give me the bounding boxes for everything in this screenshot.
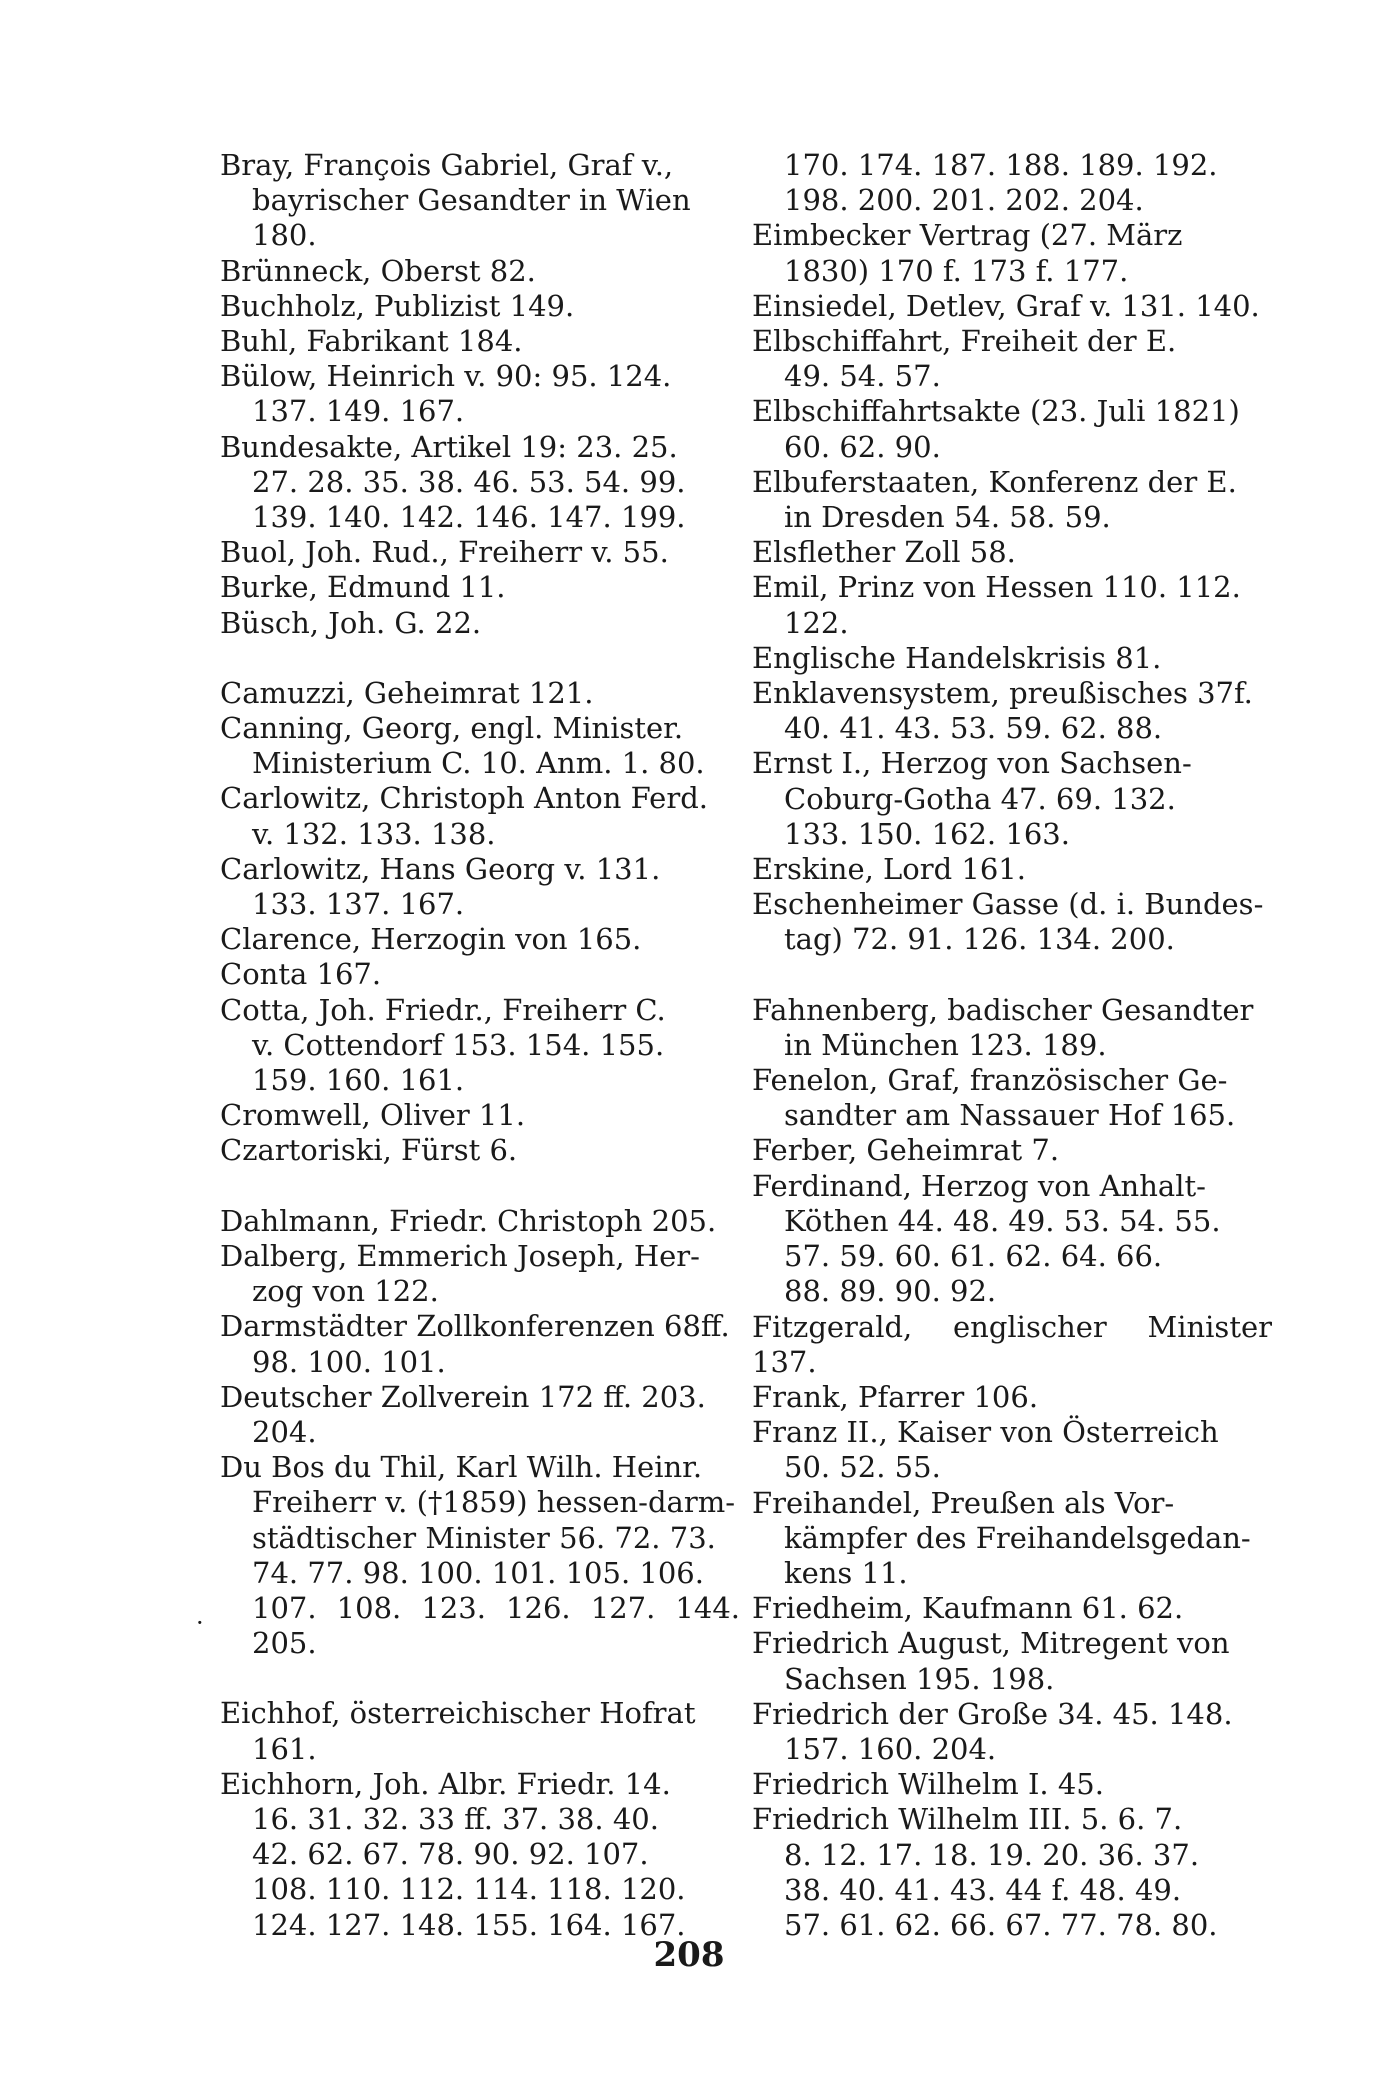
entry-heading-line: Freihandel, Preußen als Vor- <box>752 1485 1175 1520</box>
index-entry <box>220 359 740 429</box>
entry-heading-line: Enklavensystem, preußisches 37f. <box>752 676 1253 711</box>
entry-continuation-line: 170. 174. 187. 188. 189. 192. <box>784 148 1218 182</box>
index-entry <box>220 1309 740 1379</box>
entry-heading-line: Canning, Georg, engl. Minister. <box>220 711 684 746</box>
entry-heading-line: Du Bos du Thil, Karl Wilh. Heinr. <box>220 1450 703 1485</box>
index-entry <box>752 570 1272 640</box>
index-entry <box>220 781 740 851</box>
entry-continuation-line: städtischer Minister 56. 72. 73. <box>252 1520 716 1555</box>
entry-heading-line: Friedrich August, Mitregent von <box>752 1626 1230 1661</box>
entry-heading-line: Erskine, Lord 161. <box>752 852 1026 887</box>
index-entry <box>220 1133 740 1168</box>
entry-heading-line: Carlowitz, Hans Georg v. 131. <box>220 851 661 886</box>
index-column-left <box>220 148 740 1943</box>
index-entry <box>752 746 1272 852</box>
entry-heading-line: Camuzzi, Geheimrat 121. <box>220 675 594 710</box>
index-column-right <box>752 148 1272 1943</box>
entry-continuation-line: 57. 59. 60. 61. 62. 64. 66. <box>784 1239 1163 1274</box>
entry-continuation-line: in München 123. 189. <box>784 1027 1107 1062</box>
entry-heading-line: Dahlmann, Friedr. Christoph 205. <box>220 1203 717 1238</box>
index-entry <box>220 711 740 781</box>
index-entry <box>220 254 740 289</box>
entry-continuation-line: Coburg-Gotha 47. 69. 132. <box>784 781 1176 816</box>
entry-heading-line: Eschenheimer Gasse (d. i. Bundes- <box>752 887 1264 922</box>
entry-continuation-line: Sachsen 195. 198. <box>784 1661 1055 1696</box>
entry-continuation-line: 159. 160. 161. <box>252 1063 465 1098</box>
entry-heading-line: Clarence, Herzogin von 165. <box>220 922 642 957</box>
entry-heading-line: Brünneck, Oberst 82. <box>220 253 536 288</box>
entry-heading-line: Elbschiffahrt, Freiheit der E. <box>752 324 1177 359</box>
entry-continuation-line: 16. 31. 32. 33 ff. 37. 38. 40. <box>252 1801 659 1836</box>
entry-heading-line: Ferber, Geheimrat 7. <box>752 1133 1060 1168</box>
entry-continuation-line: zog von 122. <box>252 1274 439 1309</box>
entry-continuation-line: 74. 77. 98. 100. 101. 105. 106. <box>252 1555 704 1590</box>
index-entry <box>220 1767 740 1943</box>
index-entry <box>752 324 1272 394</box>
index-entry <box>220 289 740 324</box>
index-entry <box>220 1696 740 1766</box>
entry-continuation-line: 161. <box>252 1731 317 1766</box>
entry-heading-line: Fahnenberg, badischer Gesandter <box>752 992 1254 1027</box>
entry-heading-line: Elsflether Zoll 58. <box>752 535 1016 570</box>
entry-heading-line: Friedrich der Große 34. 45. 148. <box>752 1696 1233 1731</box>
entry-continuation-line: bayrischer Gesandter in Wien <box>252 183 691 218</box>
entry-continuation-line: v. Cottendorf 153. 154. 155. <box>252 1027 665 1062</box>
entry-heading-line: Cotta, Joh. Friedr., Freiherr C. <box>220 992 666 1027</box>
entry-continuation-line: 57. 61. 62. 66. 67. 77. 78. 80. <box>784 1907 1218 1942</box>
entry-continuation-line: 204. <box>252 1414 317 1449</box>
index-entry <box>752 676 1272 746</box>
entry-continuation-line: 98. 100. 101. <box>252 1344 446 1379</box>
entry-continuation-line: 60. 62. 90. <box>784 429 941 464</box>
entry-heading-line: Fitzgerald, englischer Minister 137. <box>752 1309 1272 1379</box>
index-entry <box>752 1486 1272 1592</box>
entry-continuation-line: Köthen 44. 48. 49. 53. 54. 55. <box>784 1203 1221 1238</box>
index-entry <box>752 1415 1272 1485</box>
entry-continuation-line: 122. <box>784 605 849 640</box>
entry-heading-line: Bray, François Gabriel, Graf v., <box>220 148 674 182</box>
entry-heading-line: Czartoriski, Fürst 6. <box>220 1133 518 1168</box>
margin-dot: · <box>196 1609 204 1637</box>
index-entry <box>220 324 740 359</box>
entry-continuation-line: 139. 140. 142. 146. 147. 199. <box>252 500 686 535</box>
index-entry <box>752 148 1272 218</box>
entry-heading-line: Englische Handelskrisis 81. <box>752 640 1162 675</box>
index-entry <box>752 1626 1272 1696</box>
entry-heading-line: Ernst I., Herzog von Sachsen- <box>752 746 1192 781</box>
entry-continuation-line: 88. 89. 90. 92. <box>784 1274 997 1309</box>
entry-heading-line: Ferdinand, Herzog von Anhalt- <box>752 1168 1206 1203</box>
entry-continuation-line: 40. 41. 43. 53. 59. 62. 88. <box>784 711 1163 746</box>
index-entry <box>752 1169 1272 1310</box>
entry-continuation-line: 124. 127. 148. 155. 164. 167. <box>252 1907 686 1942</box>
entry-heading-line: Elbuferstaaten, Konferenz der E. <box>752 464 1237 499</box>
index-entry <box>752 218 1272 288</box>
index-entry <box>752 394 1272 464</box>
index-entry <box>220 570 740 605</box>
entry-continuation-line: v. 132. 133. 138. <box>252 816 496 851</box>
entry-heading-line: Eimbecker Vertrag (27. März <box>752 218 1183 253</box>
entry-continuation-line: 180. <box>252 218 317 253</box>
entry-heading-line: Carlowitz, Christoph Anton Ferd. <box>220 781 708 816</box>
entry-heading-line: Bülow, Heinrich v. 90: 95. 124. <box>220 359 672 394</box>
index-entry <box>220 430 740 536</box>
entry-heading-line: Frank, Pfarrer 106. <box>752 1379 1039 1414</box>
entry-continuation-line: 27. 28. 35. 38. 46. 53. 54. 99. <box>252 464 686 499</box>
index-entry <box>220 1380 740 1450</box>
entry-heading-line: Buol, Joh. Rud., Freiherr v. 55. <box>220 535 669 570</box>
index-entry <box>752 289 1272 324</box>
index-entry <box>752 1310 1272 1380</box>
index-entry <box>220 1239 740 1309</box>
entry-heading-line: Buhl, Fabrikant 184. <box>220 324 523 359</box>
entry-continuation-line: 42. 62. 67. 78. 90. 92. 107. <box>252 1837 649 1872</box>
entry-heading-line: Burke, Edmund 11. <box>220 570 506 605</box>
index-entry <box>752 1591 1272 1626</box>
entry-continuation-line: Ministerium C. 10. Anm. 1. 80. <box>252 746 705 781</box>
entry-continuation-line: 1830) 170 f. 173 f. 177. <box>784 253 1129 288</box>
entry-heading-line: Deutscher Zollverein 172 ff. 203. <box>220 1379 706 1414</box>
entry-heading-line: Fenelon, Graf, französischer Ge- <box>752 1063 1228 1098</box>
entry-continuation-line: Freiherr v. (†1859) hessen-darm- <box>252 1485 735 1520</box>
entry-continuation-line: 108. 110. 112. 114. 118. 120. <box>252 1872 686 1907</box>
index-entry <box>220 606 740 641</box>
entry-continuation-line: 198. 200. 201. 202. 204. <box>784 183 1144 218</box>
entry-continuation-line: sandter am Nassauer Hof 165. <box>784 1098 1236 1133</box>
entry-continuation-line: 107. 108. 123. 126. 127. 144. 205. <box>252 1590 740 1661</box>
index-entry <box>752 465 1272 535</box>
entry-continuation-line: tag) 72. 91. 126. 134. 200. <box>784 922 1175 957</box>
entry-heading-line: Emil, Prinz von Hessen 110. 112. <box>752 570 1241 605</box>
index-entry <box>220 957 740 992</box>
index-entry <box>752 887 1272 957</box>
index-entry <box>752 993 1272 1063</box>
entry-heading-line: Friedrich Wilhelm I. 45. <box>752 1767 1104 1802</box>
entry-continuation-line: 133. 137. 167. <box>252 887 465 922</box>
index-entry <box>752 852 1272 887</box>
entry-heading-line: Conta 167. <box>220 957 382 992</box>
entry-heading-line: Eichhorn, Joh. Albr. Friedr. 14. <box>220 1766 671 1801</box>
entry-heading-line: Bundesakte, Artikel 19: 23. 25. <box>220 429 678 464</box>
entry-heading-line: Franz II., Kaiser von Österreich <box>752 1415 1219 1450</box>
entry-continuation-line: kämpfer des Freihandelsgedan- <box>784 1520 1251 1555</box>
entry-continuation-line: 50. 52. 55. <box>784 1450 941 1485</box>
entry-heading-line: Dalberg, Emmerich Joseph, Her- <box>220 1238 700 1273</box>
entry-continuation-line: 133. 150. 162. 163. <box>784 816 1070 851</box>
index-entry <box>752 1063 1272 1133</box>
index-entry <box>220 535 740 570</box>
index-entry <box>220 922 740 957</box>
index-entry <box>220 993 740 1099</box>
entry-continuation-line: kens 11. <box>784 1555 908 1590</box>
entry-heading-line: Darmstädter Zollkonferenzen 68ff. <box>220 1309 730 1344</box>
index-entry <box>752 1697 1272 1767</box>
index-entry <box>220 1204 740 1239</box>
entry-heading-line: Cromwell, Oliver 11. <box>220 1098 526 1133</box>
page-number: 208 <box>653 1935 725 1975</box>
entry-continuation-line: in Dresden 54. 58. 59. <box>784 500 1111 535</box>
entry-heading-line: Buchholz, Publizist 149. <box>220 288 575 323</box>
entry-heading-line: Friedheim, Kaufmann 61. 62. <box>752 1591 1184 1626</box>
index-entry <box>220 148 740 254</box>
entry-continuation-line: 38. 40. 41. 43. 44 f. 48. 49. <box>784 1872 1182 1907</box>
index-entry <box>752 1133 1272 1168</box>
entry-continuation-line: 49. 54. 57. <box>784 359 941 394</box>
entry-heading-line: Elbschiffahrtsakte (23. Juli 1821) <box>752 394 1240 429</box>
entry-continuation-line: 157. 160. 204. <box>784 1731 997 1766</box>
entry-heading-line: Einsiedel, Detlev, Graf v. 131. 140. <box>752 288 1260 323</box>
index-entry <box>220 1450 740 1661</box>
entry-continuation-line: 137. 149. 167. <box>252 394 465 429</box>
index-entry <box>752 641 1272 676</box>
index-entry <box>220 1098 740 1133</box>
index-entry <box>220 852 740 922</box>
entry-heading-line: Eichhof, österreichischer Hofrat <box>220 1696 696 1731</box>
index-entry <box>752 535 1272 570</box>
index-entry <box>752 1767 1272 1802</box>
entry-heading-line: Friedrich Wilhelm III. 5. 6. 7. <box>752 1802 1183 1837</box>
index-entry <box>752 1802 1272 1943</box>
index-entry <box>220 676 740 711</box>
entry-heading-line: Büsch, Joh. G. 22. <box>220 605 482 640</box>
index-entry <box>752 1380 1272 1415</box>
entry-continuation-line: 8. 12. 17. 18. 19. 20. 36. 37. <box>784 1837 1200 1872</box>
